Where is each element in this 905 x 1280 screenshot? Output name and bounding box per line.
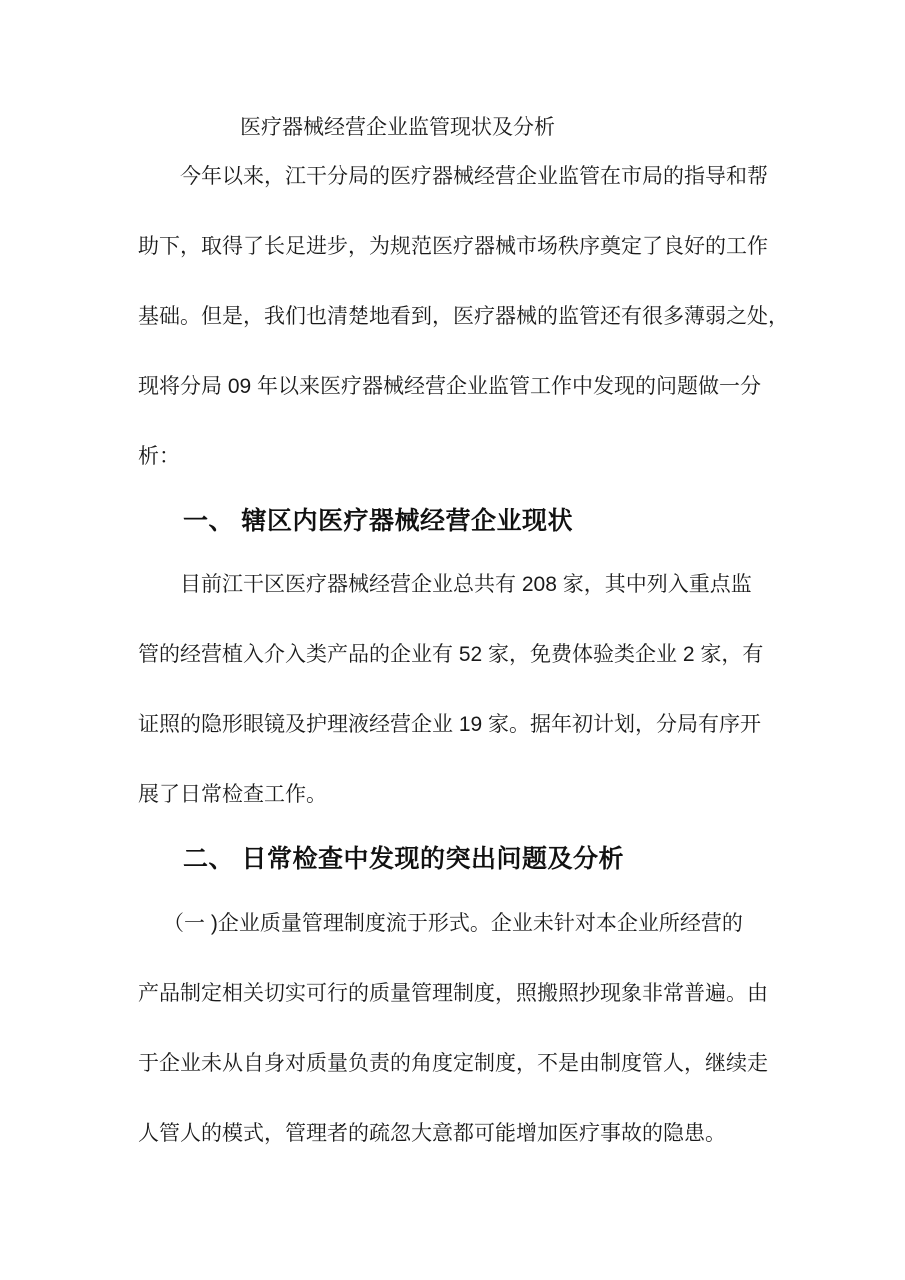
intro-paragraph-line: 助下，取得了长足进步，为规范医疗器械市场秩序奠定了良好的工作 bbox=[138, 235, 768, 258]
intro-paragraph-line: 今年以来，江干分局的医疗器械经营企业监管在市局的指导和帮 bbox=[180, 165, 768, 188]
intro-paragraph-line: 现将分局 09 年以来医疗器械经营企业监管工作中发现的问题做一分 bbox=[138, 375, 762, 398]
section-1-paragraph-line: 证照的隐形眼镜及护理液经营企业 19 家。据年初计划，分局有序开 bbox=[138, 713, 762, 736]
document-title: 医疗器械经营企业监管现状及分析 bbox=[240, 116, 555, 139]
section-1-heading: 一、 辖区内医疗器械经营企业现状 bbox=[183, 507, 573, 535]
intro-paragraph-line: 基础。但是，我们也清楚地看到，医疗器械的监管还有很多薄弱之处， bbox=[138, 305, 789, 328]
section-2-heading: 二、 日常检查中发现的突出问题及分析 bbox=[183, 845, 624, 873]
section-1-paragraph-line: 管的经营植入介入类产品的企业有 52 家，免费体验类企业 2 家，有 bbox=[138, 643, 764, 666]
section-2-paragraph-line: （一 )企业质量管理制度流于形式。企业未针对本企业所经营的 bbox=[163, 912, 743, 935]
intro-paragraph-line: 析： bbox=[138, 445, 180, 468]
section-2-paragraph-line: 于企业未从自身对质量负责的角度定制度，不是由制度管人，继续走 bbox=[138, 1052, 768, 1075]
section-2-paragraph-line: 产品制定相关切实可行的质量管理制度，照搬照抄现象非常普遍。由 bbox=[138, 982, 768, 1005]
section-1-paragraph-line: 目前江干区医疗器械经营企业总共有 208 家，其中列入重点监 bbox=[180, 573, 752, 596]
section-1-paragraph-line: 展了日常检查工作。 bbox=[138, 783, 327, 806]
section-2-paragraph-line: 人管人的模式，管理者的疏忽大意都可能增加医疗事故的隐患。 bbox=[138, 1122, 726, 1145]
